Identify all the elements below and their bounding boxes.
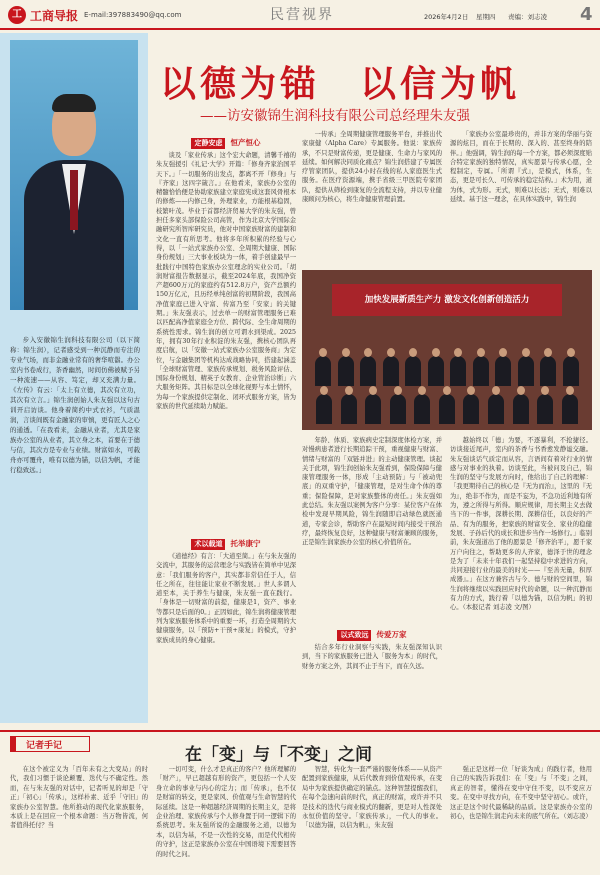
issue-date: 2026年4月2日 bbox=[424, 13, 469, 21]
article-column-2-bottom bbox=[302, 436, 442, 726]
article-text-col3-mid: 越始终以「德」为要，不逐暴利，不抢捷径。访谈接近尾声，室内的茶香与书香愈发静谧交融。朱友强谈话气质定而从容，言语间有着对行业的情感与对事业的执着。访谈至此，当被问及自己，锦生润的坚守与发展方向时，他给出了自己的理解：「我更期待自己的核心是『无为而治』，这里的『无为』，绝非不作为，而是不妄为，不急功近利地有所为，遵之所得与所得。顺应规律，用长期主义去做当下的一件事，深耕长期、深耕信任，以良好的产品、有为的服务，把家族的财富安全、家业的稳健发展、子孙后代的成长和进步当作一场修行。」临别前，朱友强道出了他的愿景是「修齐治平」，愿千家万户向往之，帮助更多的人齐家，德泽于世的理念是为了「未来十年我们一起坚持稳中求进的方向，共同迎接行业的最美的时光——『至善无量，积厚成器』。」在这方兼容古与今、德与财的空间里，锦生润将继续以实践回应时代的命题，以一种沉静而有力的方式，践行着「以德为锚，以信为帆」的初心。（本报记者 刘志凌 文/图） bbox=[450, 437, 592, 612]
article-text-col2-top: 一传承」全周期健康管理服务平台，并推出代家康健（Alpha Care）专属服务。他说：家族传承，不只是财富传递，更是健康、生命力与家风的延续。如何解决同质化痛点？锦生润搭建了专属医疗管家团队，提供24小时在线的私人家庭医生式服务。在医疗资源端，携手省级三甲医院专家团队，提供从筛检到康复的全流程支持，并以专业健康顾问为核心，将生命健康管理前置。 bbox=[302, 131, 442, 204]
article-text-col3-top: 「家族办公室最珍贵的，并非方案的华丽与资源的炫目，而在于长期的、深入的、甚至终身的陪伴。」他强调，锦生润的每一个方案，都必须深度贴合特定家族的独特情况，真实愿景与传承心愿，全程制定，专属。「所谓『式』，是模式，体系，生态，更是可长久、可传承的稳定结构。」术为用，道为体，式为形。无式，则难以长远；无式，则难以延续。基于这一理念，在具体实践中，锦生润 bbox=[450, 131, 592, 204]
event-group-photo bbox=[302, 270, 592, 430]
photo-banner-text: 加快发展新质生产力 激发文化创新创造活力 bbox=[332, 284, 562, 316]
article-column-3-top bbox=[450, 130, 592, 266]
portrait-photo bbox=[10, 40, 138, 310]
commentary-text-1: 在这个被定义为「百年未有之大变局」的时代，我们习惯于谈论颠覆、迭代与不确定性。然而，在与朱友强的对话中，记者听见的却是「守正」「初心」「传承」，这样朴素、近乎「守旧」的家族办公室智慧。他所推动的现代化家族服务，本质上是在回应一个根本命题：当万物皆流，何者值得托付？当 bbox=[10, 766, 148, 830]
portrait-caption-text: 步入安徽锦生润科技有限公司（以下简称：锦生润），记者感受到一种沉静而专注的专业气场，而非金融业常有的奢华喧嚣。办公室内书卷成行，茶香幽然，时间仿佛被赋予另一种流速——从容、笃定，却又充满力量。《左传》有云：「太上有立德，其次有立功，其次有立言。」锦生润创始人朱友强以这句古训开启访谈。他身着简约中式衣衫，气质温润，言谈间既有金融家的审慎，更有匠人之心的通透。「在我看来，金融从业者，尤其是家族办公室的从业者，其立身之本，首要在于德与信，其次方是专业与业绩。财富如水，可载舟亦可覆舟，唯有以德为锚，以信为帆，才能行稳致远。」 bbox=[10, 336, 140, 474]
subhead-2-badge: 术以载道 bbox=[191, 539, 225, 550]
article-text-col1-b: 《道德经》有言：「大道至简。」在与朱友强的交流中，其服务的运营理念与实践皆在简单中见深意：「我们服务的客户，其实都非常信任于人，信任之所在，往往能让家业不断发展。」世人多谓人道至本，关于养生与健康，朱友强一直在践行。「身体是一切财富的前提，健康是1，资产、事业等都只是后面的0。」正因如此，锦生润将健康管理列为家族服务体系中的重要一环，打造全周期的大健康服务，以「预防+干预+康复」的模式，守护家族成员的身心健康。 bbox=[156, 553, 296, 644]
subhead-2-tail: 托举康宁 bbox=[230, 539, 261, 548]
commentary-title: 在「变」与「不变」之间 bbox=[185, 745, 372, 765]
subhead-3-badge: 以式致远 bbox=[337, 630, 371, 641]
article-text-col2-bottom: 结合多年行业洞察与实践，朱友强深知认识到，当下的家族服务已进入「服务为本」的时代，财务方案之外，其间不止于当下，而在久远。 bbox=[302, 644, 442, 670]
article-column-1 bbox=[156, 130, 296, 726]
subhead-3-tail: 传爱万家 bbox=[376, 630, 407, 639]
commentary-label: 记者手记 bbox=[26, 741, 63, 751]
page-editor: 责编：刘志凌 bbox=[508, 13, 547, 21]
commentary-column-4 bbox=[450, 765, 592, 870]
commentary-divider bbox=[0, 730, 600, 732]
commentary-column-3 bbox=[302, 765, 442, 870]
commentary-text-3: 智慧，转化为一套严谨的服务体系——从资产配置到家族健康，从后代教育到价值观传承，在变局中为家族提供确定的锚点。这种智慧提醒我们，在每个急速向前的时代，真正的财富，或许并不只是技术的迭代与商业模式的翻新，更是对人性深处永恒价值的坚守。「家族传承」，一代人的事业。「以德为锚，以信为帆」，朱友强 bbox=[302, 766, 442, 830]
portrait-caption bbox=[10, 335, 140, 475]
page-number: 4 bbox=[580, 4, 593, 25]
newspaper-name: 工商导报 bbox=[30, 9, 79, 23]
issue-weekday: 星期四 bbox=[476, 13, 496, 21]
commentary-text-2: 一切可变，什么才是真正的客户？他所理解的「财产」，早已超越有形的资产，更包括一个人安身立命的事业与内心的定力；而「传承」，也不仅是财富的转交，更是家风、价值观与生命智慧的代际延续。这是一种超越经济周期的长期主义，是将企业治理、家族传承与个人修身置于同一逻辑下的系统思考。朱友强所说的金融服务之道，以德为本，以信为基，不是一次性的交易，而是代代相传的守护，这正是家族办公室在中国语境下需要回答的时代之问。 bbox=[156, 766, 296, 858]
main-headline: 以德为锚 以信为帆 bbox=[160, 63, 521, 105]
commentary-column-2 bbox=[156, 765, 296, 870]
sub-headline: ——访安徽锦生润科技有限公司总经理朱友强 bbox=[200, 108, 470, 124]
commentary-column-1 bbox=[10, 765, 148, 870]
article-column-3-bottom bbox=[450, 436, 592, 726]
contact-email: E-mail:397883490@qq.com bbox=[84, 11, 182, 19]
article-text-col2-mid: 年龄、体质、家族病史定制深度体检方案，并对慢病患者进行长期追踪干预，重视健康与财富、情绪与财富的「双链并进」的主动健康管理。谈起关于此项，锦生润创始朱友强看到，保险保障与健康管理服务一体，形成「主动预防」与「被动兜底」的双重守护，「健康管理，是对生命个体的尊重；保险保障，是对家族整体的责任。」朱友强如此总结。朱友强以案例为客户分享：某位客户在体检中发现早期风险，锦生润随即启动绿色就医通道，专家会诊，帮助客户在最短时间内接受干预治疗，最终恢复良好，这种健康与财富兼顾的服务，正是锦生润家族办公室的核心价值所在。 bbox=[302, 437, 442, 547]
commentary-text-4: 强正是这样一位「好谈为成」的践行者，他用自己的实践告诉我们：在「变」与「不变」之间，真正的智者，懂得在变中守住不变，以不变应万变。在变中寻找方向，在不变中坚守初心。或许，这正是这个时代最稀缺的品质。这是家族办公室的初心，也是锦生润走向未来的底气所在。（刘志凌） bbox=[450, 766, 592, 821]
subhead-1-badge: 定静安虑 bbox=[191, 138, 225, 149]
commentary-badge bbox=[10, 736, 90, 752]
newspaper-logo-icon: 工 bbox=[8, 6, 26, 24]
article-text-col1-a: 谈及「家业传承」这个宏大命题，清馨千禧的朱友强援引《礼记·大学》开篇：「修身齐家治国平天下。」「一切服务的出发点，都离不开『修身』与『齐家』这四字箴言。」在他看来，家族办公室的精髓恰恰便是协助家族建立家庭宪成这套风骨根本的修炼——内修己身，外理家业，方能根基稳固，枝繁叶茂。毕业于首都经济贸易大学的朱友强，曾担任多家头部保险公司高管，作为北京大学国际金融研究所智库研究员，他对中国家族财富的建制和文化一直有所思考。他将多年所积累的经验与心得，以「一站式家族办公室、全周期大健康、国际身份规划」三大事业板块为一体，着手创建最早一批践行中国特色家族办公室理念的实业公司。「胡润财富报告数据显示，截至2024年底，我国净资产超600万元的家庭约有512.8万户，资产总额约150万亿元，且历经单纯创富的初期阶段，我国高净值家庭已进入守富、传富乃至「安家」的关键期。」朱友强表示，过去单一的财富管理服务已难以匹配高净值家庭全方位、跨代际、全生命周期的系统性需求。锦生润的创立可谓水到渠成。2025年，拥有30年行业积淀的朱友强，携核心团队再度启航，以「安徽一站式家族办公室服务商」为定位，与金融集团等机构达成战略协同，搭建起涵盖「全球财富管理、家族传承规划、税务风险评估、国际身份规划、精英子女教育、企业管治诊断」六大服务矩阵。其目标是以全球化视野与本土情怀，为每一个家族提供定制化、闭环式服务方案，皆为家族的世代延续助力赋能。 bbox=[156, 152, 296, 411]
article-column-2-top bbox=[302, 130, 442, 266]
subhead-1-tail: 恒产恒心 bbox=[230, 138, 261, 147]
section-title: 民营视界 bbox=[270, 7, 334, 23]
